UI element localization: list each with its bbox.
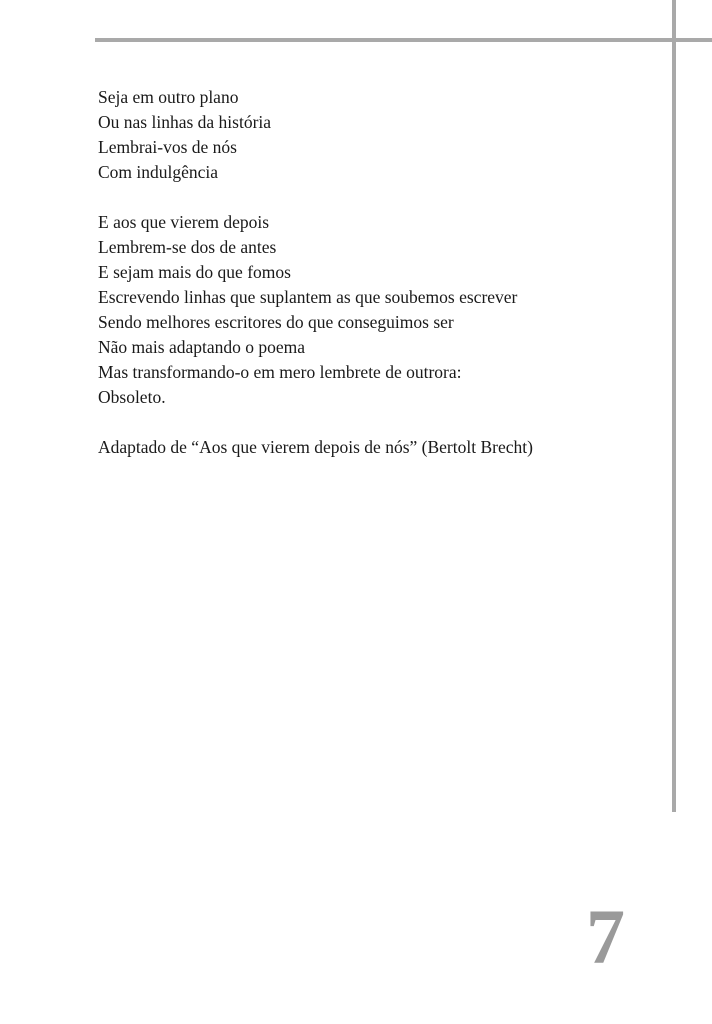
header-rule xyxy=(95,38,712,42)
poem-line: Ou nas linhas da história xyxy=(98,112,272,132)
poem-line: Mas transformando-o em mero lembrete de outrora: xyxy=(98,362,462,382)
stanza-2 xyxy=(98,210,638,410)
poem-line: Não mais adaptando o poema xyxy=(98,337,306,357)
poem-line: Lembrem-se dos de antes xyxy=(98,237,277,257)
poem-line: E sejam mais do que fomos xyxy=(98,262,291,282)
poem-line: Sendo melhores escritores do que conseguimos ser xyxy=(98,312,454,332)
attribution: Adaptado de “Aos que vierem depois de nós” (Bertolt Brecht) xyxy=(98,437,533,457)
poem-body xyxy=(98,85,638,460)
poem-line: Com indulgência xyxy=(98,162,219,182)
stanza-1 xyxy=(98,85,638,185)
poem-line: Lembrai-vos de nós xyxy=(98,137,237,157)
page-number: 7 xyxy=(586,893,625,980)
margin-rule xyxy=(672,0,676,812)
poem-line: Seja em outro plano xyxy=(98,87,239,107)
poem-line: E aos que vierem depois xyxy=(98,212,270,232)
poem-line: Obsoleto. xyxy=(98,387,166,407)
poem-line: Escrevendo linhas que suplantem as que soubemos escrever xyxy=(98,287,518,307)
